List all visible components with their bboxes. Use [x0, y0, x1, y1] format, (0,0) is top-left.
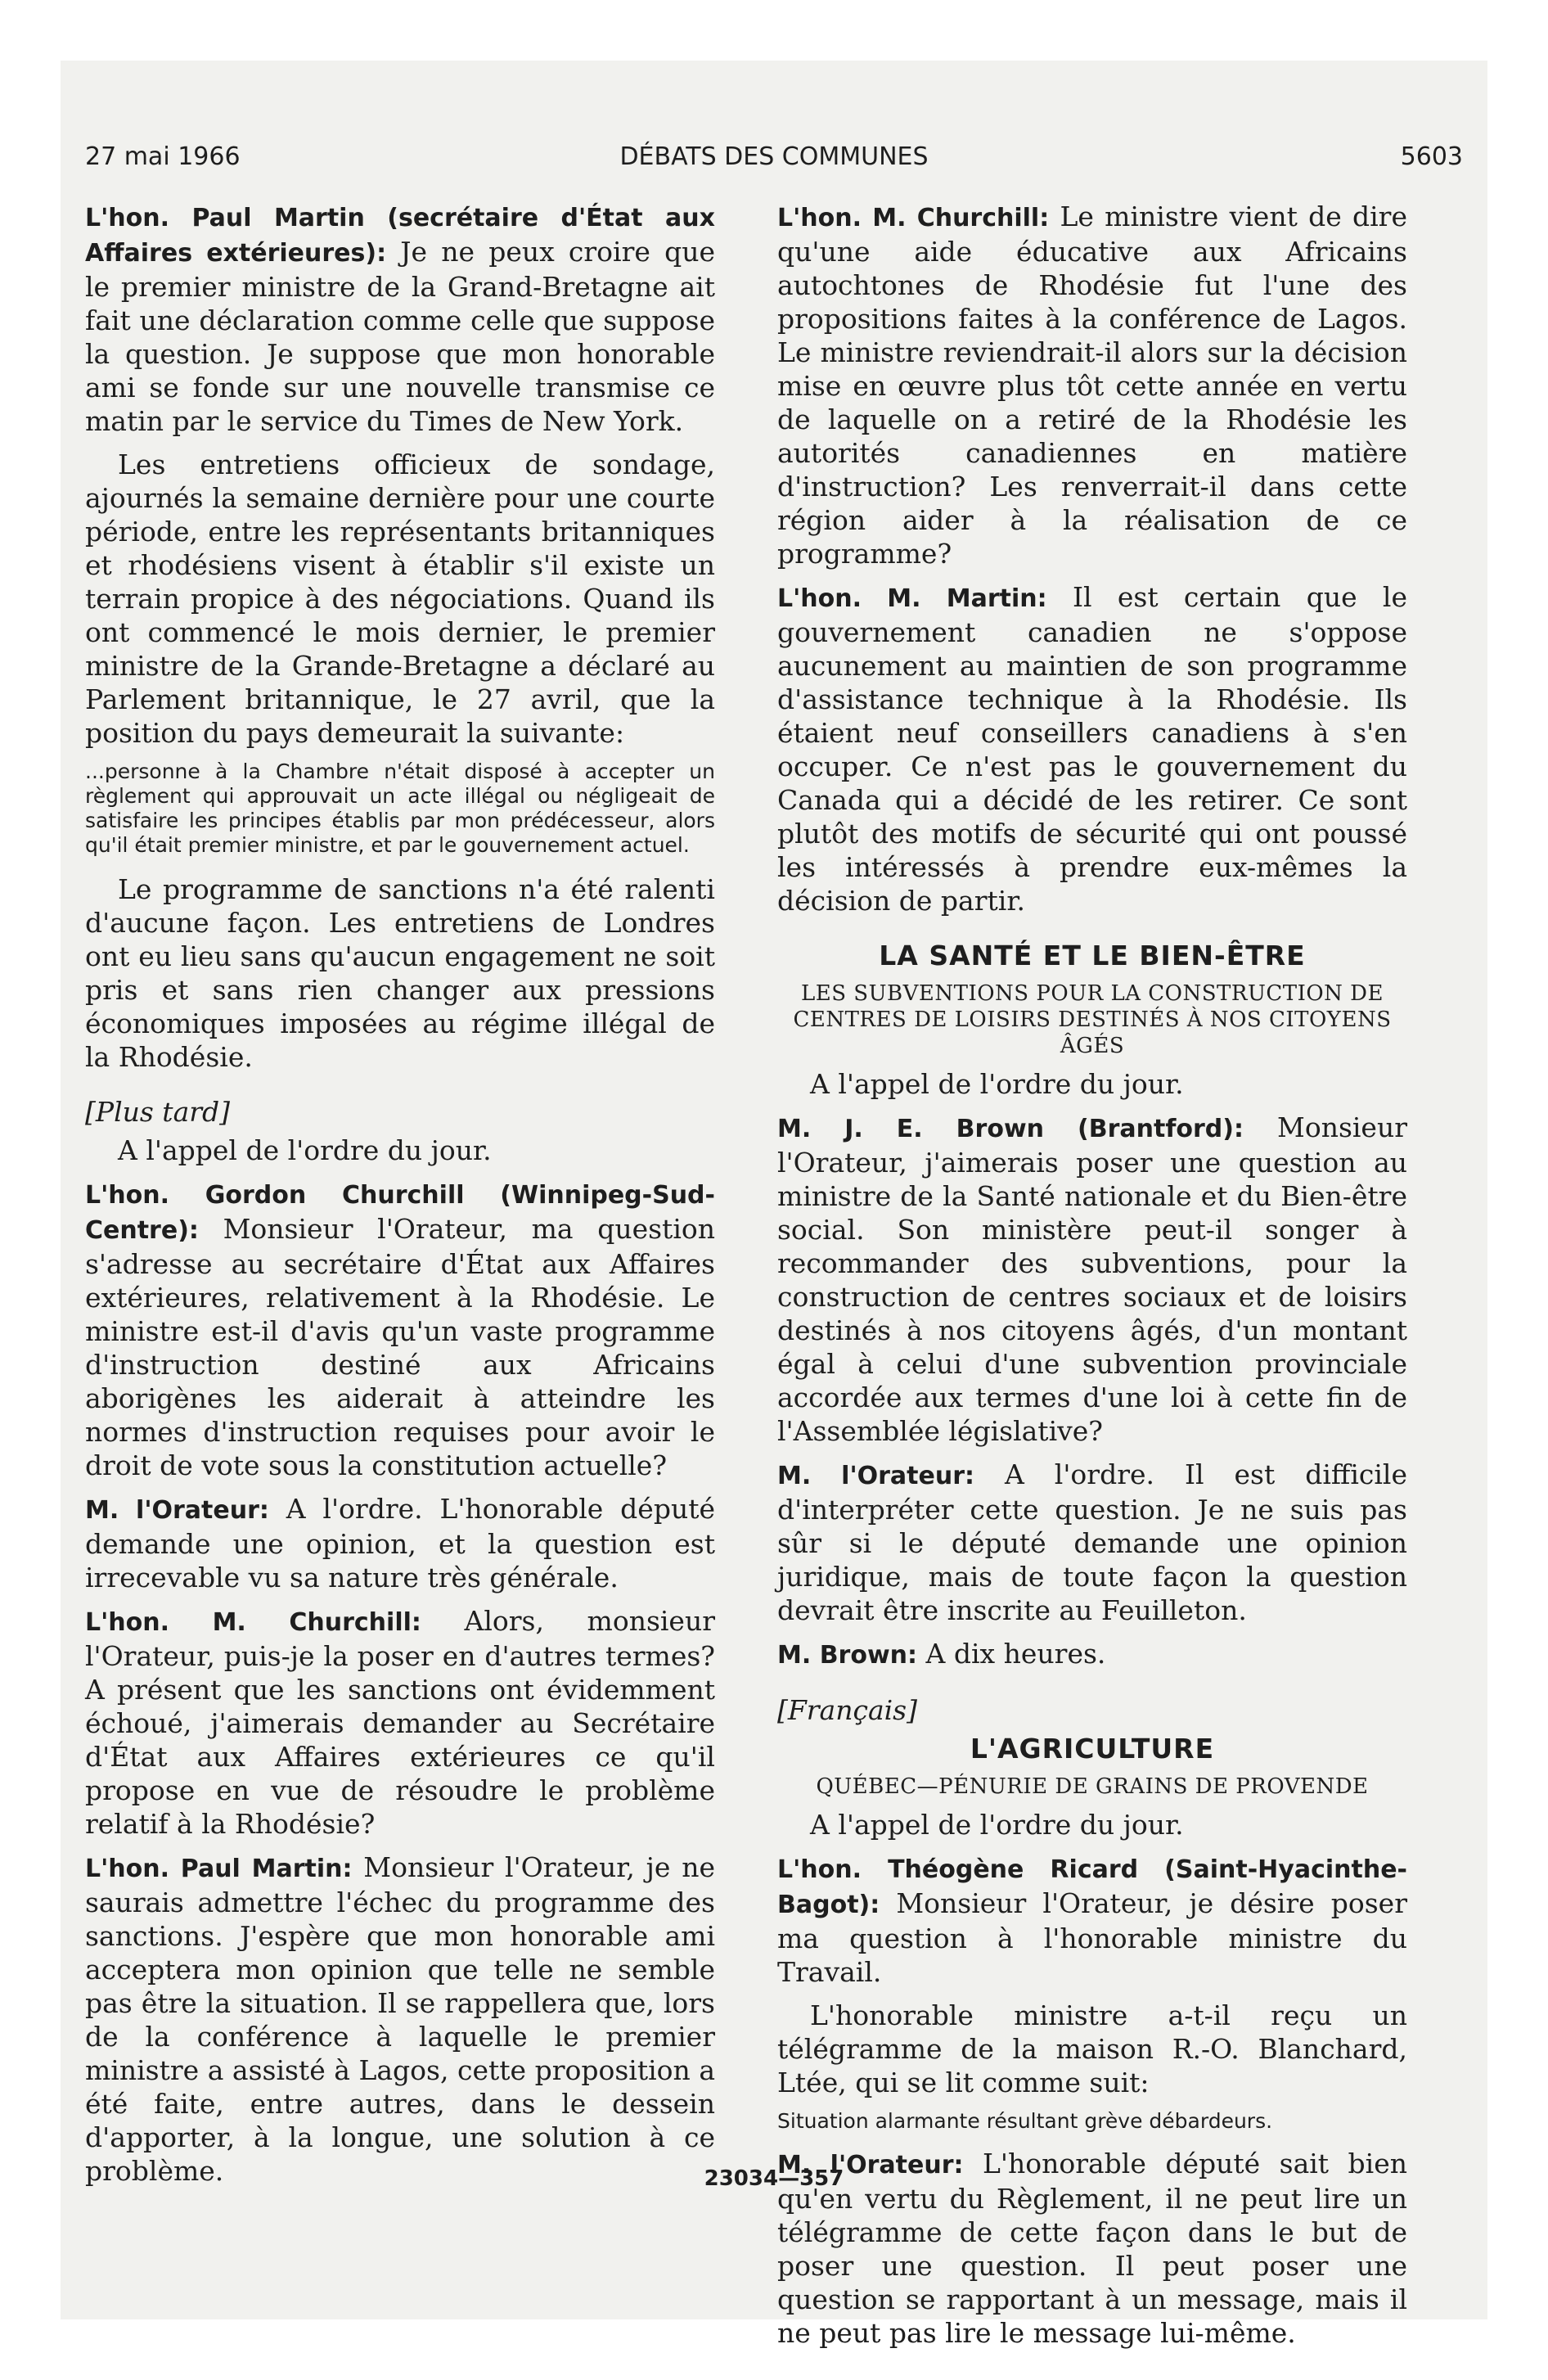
speaker-name: L'hon. Paul Martin: [85, 1855, 353, 1883]
paragraph-text: Monsieur l'Orateur, ma question s'adresse au secrétaire d'État aux Affaires extérieures, relativement à la Rhodésie. Le ministre est-il d'avis qu'un vaste programme d'instruction destiné aux Africains aborigènes les aiderait à atteindre les normes d'instruction requises pour avoir le droit de vote sous la constitution actuelle? [85, 1213, 715, 1481]
right-column [777, 200, 1407, 2360]
paragraph-text: Le ministre vient de dire qu'une aide éducative aux Africains autochtones de Rhodésie fut l'une des propositions faites à la conférence de Lagos. Le ministre reviendrait-il alors sur la décision mise en œuvre plus tôt cette année en vertu de laquelle on a retiré de la Rhodésie les autorités canadiennes en matière d'instruction? Les renverrait-il dans cette région aider à la réalisation de ce programme? [777, 201, 1407, 570]
speaker-name: M. J. E. Brown (Brantford): [777, 1115, 1244, 1143]
speaker-name: M. l'Orateur: [85, 1496, 269, 1525]
paragraph [85, 1177, 715, 1482]
section-title: L'AGRICULTURE [970, 1733, 1215, 1765]
left-column [85, 200, 715, 2197]
paragraph-text: Monsieur l'Orateur, je désire poser ma question à l'honorable ministre du Travail. [777, 1887, 1407, 1988]
paragraph-text: Je ne peux croire que le premier ministre de la Grand-Bretagne ait fait une déclaration comme celle que suppose la question. Je suppose que mon honorable ami se fonde sur une nouvelle transmise ce matin par le service du Times de New York. [85, 236, 715, 437]
header-date: 27 mai 1966 [85, 142, 241, 171]
speaker-name: L'hon. M. Churchill: [85, 1608, 421, 1637]
paragraph [85, 200, 715, 438]
bracket-note: [Plus tard] [85, 1096, 231, 1128]
speaker-name: L'hon. Théogène Ricard (Saint-Hyacinthe-Bagot): [777, 1855, 1407, 1919]
paragraph [85, 1492, 715, 1594]
speaker-name: L'hon. M. Churchill: [777, 204, 1050, 232]
paragraph-text: Il est certain que le gouvernement canadien ne s'oppose aucunement au maintien de son programme d'assistance technique à la Rhodésie. Ils étaient neuf conseillers canadiens à s'en occuper. Ce n'est pas le gouvernement du Canada qui a décidé de les retirer. Ce sont plutôt des motifs de sécurité qui ont poussé les intéressés à prendre eux-mêmes la décision de partir. [777, 581, 1407, 917]
page-footer-code: 23034—357 [704, 2166, 844, 2191]
speaker-name: L'hon. Gordon Churchill (Winnipeg-Sud-Centre): [85, 1181, 715, 1245]
paragraph [777, 1851, 1407, 1989]
paragraph-text: A dix heures. [925, 1638, 1106, 1670]
paragraph: Le programme de sanctions n'a été ralenti d'aucune façon. Les entretiens de Londres ont eu lieu sans qu'aucun engagement ne soit pris et sans rien changer aux pressions économiques imposées au régime illégal de la Rhodésie. [85, 873, 715, 1073]
speaker-name: L'hon. Paul Martin (secrétaire d'État aux Affaires extérieures): [85, 204, 715, 268]
header-page-number: 5603 [1400, 142, 1463, 171]
page-header [85, 142, 1463, 192]
paragraph [777, 1111, 1407, 1448]
block-quote: Situation alarmante résultant grève débardeurs. [777, 2109, 1273, 2133]
section-subheading: QUÉBEC—PÉNURIE DE GRAINS DE PROVENDE [816, 1774, 1369, 1799]
paragraph-text: L'honorable député sait bien qu'en vertu du Règlement, il ne peut lire un télégramme de cette façon dans le but de poser une question. Il peut poser une question se rapportant à un message, mais il ne peut pas lire le message lui-même. [777, 2148, 1407, 2349]
paragraph [777, 200, 1407, 570]
bracket-note: [Français] [777, 1694, 917, 1726]
order-of-day-line: A l'appel de l'ordre du jour. [118, 1134, 492, 1166]
speaker-name: L'hon. M. Martin: [777, 584, 1047, 613]
paragraph [777, 580, 1407, 917]
section-subheading: LES SUBVENTIONS POUR LA CONSTRUCTION DE CENTRES DE LOISIRS DESTINÉS À NOS CITOYENS ÂGÉS [793, 981, 1392, 1058]
speaker-name: M. l'Orateur: [777, 1462, 975, 1490]
paragraph-text: Alors, monsieur l'Orateur, puis-je la poser en d'autres termes? A présent que les sanctions ont évidemment échoué, j'aimerais demander au Secrétaire d'État aux Affaires extérieures ce qu'il propose en vue de résoudre le problème relatif à la Rhodésie? [85, 1605, 715, 1840]
order-of-day-line: A l'appel de l'ordre du jour. [810, 1809, 1184, 1841]
paragraph [777, 1637, 1407, 1672]
speaker-name: M. l'Orateur: [777, 2151, 964, 2179]
header-title: DÉBATS DES COMMUNES [619, 142, 929, 171]
paragraph-text: Monsieur l'Orateur, j'aimerais poser une question au ministre de la Santé nationale et du Bien-être social. Son ministère peut-il songer à recommander des subventions, pour la construction de centres sociaux et de loisirs destinés à nos citoyens âgés, d'un montant égal à celui d'une subvention provinciale accordée aux termes d'une loi à cette fin de l'Assemblée législative? [777, 1111, 1407, 1447]
block-quote: ...personne à la Chambre n'était disposé à accepter un règlement qui approuvait un acte illégal ou négligeait de satisfaire les principes établis par mon prédécesseur, alors qu'il était premier ministre, et par le gouvernement actuel. [85, 760, 715, 857]
paragraph-text: A l'ordre. Il est difficile d'interpréter cette question. Je ne suis pas sûr si le député demande une opinion juridique, mais de toute façon la question devrait être inscrite au Feuilleton. [777, 1458, 1407, 1626]
paragraph: L'honorable ministre a-t-il reçu un télégramme de la maison R.-O. Blanchard, Ltée, qui se lit comme suit: [777, 1999, 1407, 2098]
document-page [61, 61, 1487, 2349]
paragraph-text: Monsieur l'Orateur, je ne saurais admettre l'échec du programme des sanctions. J'espère que mon honorable ami acceptera mon opinion que telle ne semble pas être la situation. Il se rappellera que, lors de la conférence à laquelle le premier ministre a assisté à Lagos, cette proposition a été faite, entre autres, dans le dessein d'apporter, à la longue, une solution à ce problème. [85, 1851, 715, 2187]
paragraph [85, 1850, 715, 2188]
paragraph [777, 1458, 1407, 1627]
paragraph: Les entretiens officieux de sondage, ajournés la semaine dernière pour une courte période, entre les représentants britanniques et rhodésiens visent à établir s'il existe un terrain propice à des négociations. Quand ils ont commencé le mois dernier, le premier ministre de la Grande-Bretagne a déclaré au Parlement britannique, le 27 avril, que la position du pays demeurait la suivante: [85, 449, 715, 749]
section-title: LA SANTÉ ET LE BIEN-ÊTRE [879, 940, 1306, 971]
order-of-day-line: A l'appel de l'ordre du jour. [810, 1068, 1184, 1100]
speaker-name: M. Brown: [777, 1641, 918, 1670]
paragraph-text: A l'ordre. L'honorable député demande une opinion, et la question est irrecevable vu sa nature très générale. [85, 1493, 715, 1593]
paragraph [85, 1604, 715, 1841]
